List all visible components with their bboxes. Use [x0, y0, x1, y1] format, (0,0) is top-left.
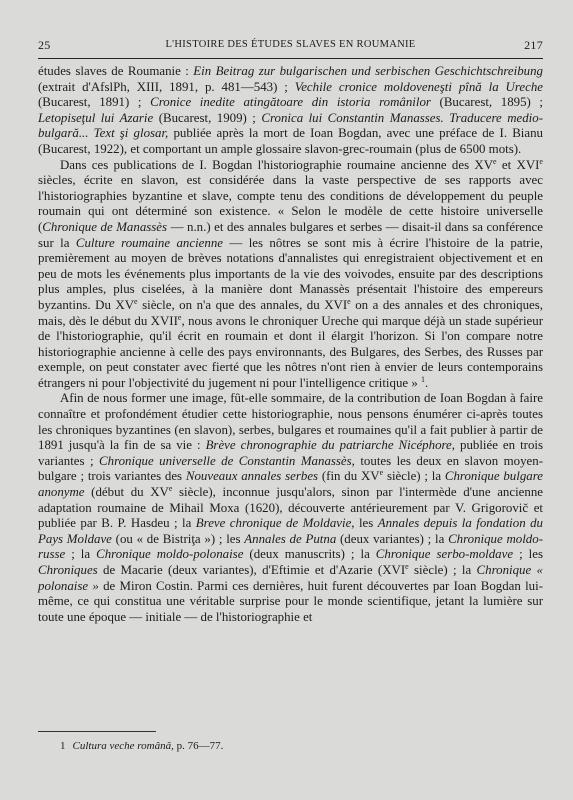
superscript: e [539, 156, 543, 166]
text-run: siècle), inconnue jusqu'alors, sinon par l'intermède d'une ancienne adaptation roumaine de Mihail Moxa (1620), découverte antérieurement par V. Grigorovič et publiée par B. P. Hasdeu ; la [38, 485, 543, 531]
text-run: siècle, on n'a que des annales, du XVI [137, 297, 348, 312]
text-run: (ou « de Bistriţa ») ; les [111, 531, 245, 546]
superscript: e [405, 562, 409, 571]
text-run: (deux variantes) ; la [336, 531, 449, 546]
text-run: et XVI [496, 157, 540, 172]
superscript: e [168, 484, 173, 494]
italic-title: Chronique moldo-russe [38, 531, 543, 562]
superscript: 1 [421, 374, 426, 384]
text-run: ; la [65, 547, 97, 562]
italic-title: Annales depuis la fondation du Pays Moldave [38, 516, 543, 546]
italic-title: Chroniques [38, 563, 98, 577]
footnote-rule [38, 731, 156, 732]
text-run: (extrait d'AfslPh, XIII, 1891, p. 481—543) ; [38, 79, 295, 94]
text-run: siècle) ; la [408, 563, 477, 577]
text-run: , les [351, 516, 378, 531]
superscript: e [347, 296, 351, 306]
footnote-source-title: Cultura veche română, [72, 740, 174, 752]
text-run: (Bucarest, 1895) ; [430, 95, 544, 110]
text-run: — n.n.) et des annales bulgares et serbes — disait-il dans sa conférence sur la [38, 219, 543, 250]
italic-title: Chronique moldo-polonaise [96, 547, 244, 562]
text-run: (deux manuscrits) ; la [243, 547, 376, 562]
italic-title: Culture roumaine ancienne [75, 235, 224, 250]
italic-title: Chronique « polonaise » [38, 563, 543, 593]
paragraph [38, 158, 543, 392]
text-run: , nous avons le chroniquer Ureche qui marque déjà un stade supérieur de l'historiographie, qu'il écrit en roumain et dont il élargit l'horizon. Si l'on compare notre historiographie ancienne à celle des pays environnants, des Bulgares, des Serbes, des Russes par exemple, on peut constater avec fierté que les nôtres n'ont rien à envier de leurs contemporains étrangers ni pour l'objectivité du jugement ni pour l'intelligence critique » [38, 313, 543, 390]
footnote-pages: p. 76—77. [173, 740, 224, 752]
italic-title: Letopiseţul lui Azarie [38, 110, 154, 125]
italic-title: Cronice inedite atingătoare din istoria românilor [150, 95, 431, 110]
text-run: Afin de nous former une image, fût-elle sommaire, de la contribution de Ioan Bogdan à faire connaître et profondément étudier cette historiographie, nous pensons énumérer ci-après toutes les chroniques byzantines (en slavon), serbes, bulgares et roumaines qu'il a fait publier à partir de 1891 jusqu'à la fin de sa vie : [38, 391, 543, 453]
italic-title: Chronique de Manassès [42, 219, 168, 234]
italic-title: Nouveaux annales serbes [185, 469, 319, 484]
page-header [38, 38, 543, 54]
text-run: études slaves de Roumanie : [38, 64, 194, 78]
body-text [38, 64, 543, 625]
paragraph [38, 391, 543, 625]
text-run: ; les [513, 547, 543, 562]
italic-title: Annales de Putna [244, 531, 337, 546]
italic-title: Chronique serbo-moldave [375, 547, 514, 562]
text-run: siècles, écrite en slavon, est considérée dans la vaste perspective de ses rapports avec l'historiographies byzantine et slave, compte tenu des conditions de développement du peuple roumain qui ont déterminé son existence. « Selon le modèle de cette histoire universelle ( [38, 173, 543, 234]
text-run: — les nôtres se sont mis à écrire l'histoire de la patrie, premièrement au moyen de brèves notations d'annalistes qui enregistraient objectivement et en peu de mots les événements plus importants de la vie des voivodes, ensuite par des descriptions plus amples, plus ciselées, à la manière dont Manassès présentait l'histoire des empereurs byzantins. Du XV [38, 235, 543, 312]
italic-title: Breve chronique de Moldavie [195, 516, 352, 531]
text-run: siècle) ; la [383, 469, 445, 484]
superscript: e [134, 296, 138, 306]
italic-title: Cronica lui Constantin Manasses. Traducere medio-bulgară... Text şi glosar, [38, 110, 543, 141]
running-title: L'HISTOIRE DES ÉTUDES SLAVES EN ROUMANIE [165, 39, 416, 50]
superscript: e [493, 156, 497, 166]
text-run: . [425, 375, 429, 390]
text-run: , publiée en trois variantes ; [38, 438, 544, 468]
italic-title: Chronique bulgare anonyme [38, 469, 543, 500]
italic-title: Chronique universelle de Constantin Manassès [99, 453, 352, 468]
footnote [60, 740, 223, 753]
footnote-number: 1 [60, 740, 66, 752]
text-run: (fin du XV [318, 469, 380, 484]
page-number-left: 25 [38, 38, 51, 52]
text-run: de Miron Costin. Parmi ces dernières, huit furent découvertes par Ioan Bogdan lui-même, ce qui constitua une véritable surprise pour le monde scientifique, jetant la lumière sur toute une époque — initiale — de l'historiographie et [38, 578, 543, 624]
italic-title: Brève chronographie du patriarche Nicéphore [205, 438, 452, 453]
text-run: , toutes les deux en slavon moyen-bulgare ; trois variantes des [38, 453, 543, 484]
text-run: de Macarie (deux variantes), d'Eftimie et d'Azarie (XVI [97, 563, 406, 577]
text-run: (début du XV [84, 485, 169, 500]
text-run: Dans ces publications de I. Bogdan l'historiographie roumaine ancienne des XV [60, 157, 494, 172]
text-run: publiée après la mort de Ioan Bogdan, avec une préface de I. Bianu (Bucarest, 1922), et comportant un ample glossaire slavon-grec-roumain (plus de 6500 mots). [38, 126, 543, 156]
paragraph [38, 64, 543, 158]
italic-title: Vechile cronice moldoveneşti pînă la Ureche [294, 79, 543, 94]
text-run: (Bucarest, 1909) ; [153, 110, 262, 125]
header-rule [38, 58, 543, 59]
text-run: (Bucarest, 1891) ; [38, 95, 151, 110]
page-number-right: 217 [524, 38, 543, 52]
superscript: e [379, 468, 384, 478]
superscript: e [177, 312, 182, 322]
italic-title: Ein Beitrag zur bulgarischen und serbischen Geschichtschreibung [193, 64, 544, 78]
text-run: on a des annales et des chroniques, mais, dès le début du XVII [38, 297, 543, 328]
